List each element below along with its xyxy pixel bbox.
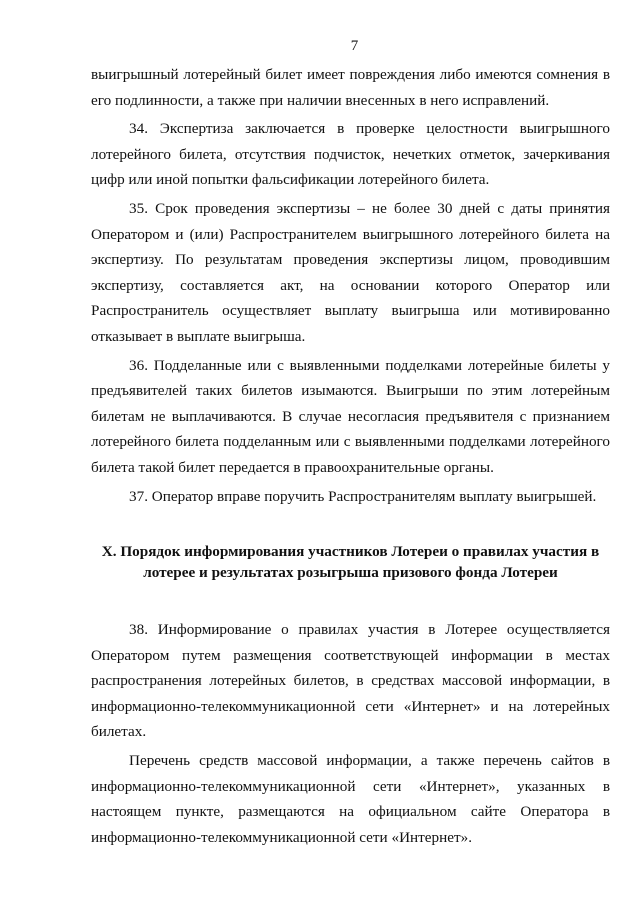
paragraph-36: 36. Подделанные или с выявленными подделками лотерейные билеты у предъявителей таких билетов изымаются. Выигрыши по этим лотерейным билетам не выплачиваются. В случае несогласия предъявителя с признанием лотерейного билета подделанным или с выявленными подделками лотерейного билета такой билет передается в правоохранительные органы.: [91, 356, 610, 476]
paragraph-38: 38. Информирование о правилах участия в Лотерее осуществляется Оператором путем размещения соответствующей информации в местах распространения лотерейных билетов, в средствах массовой информации, в информационно-телекоммуникационной сети «Интернет» и на лотерейных билетах.: [91, 621, 610, 741]
page-number: 7: [350, 38, 359, 54]
paragraph-34: 34. Экспертиза заключается в проверке целостности выигрышного лотерейного билета, отсутствия подчисток, нечетких отметок, зачеркивания цифр или иной попытки фальсификации лотерейного билета.: [91, 120, 610, 189]
paragraph-37: 37. Оператор вправе поручить Распространителям выплату выигрышей.: [129, 487, 597, 505]
paragraph-continuation: выигрышный лотерейный билет имеет повреждения либо имеются сомнения в его подлинности, а также при наличии внесенных в него исправлений.: [91, 66, 610, 109]
paragraph-38-list: Перечень средств массовой информации, а также перечень сайтов в информационно-телекоммуникационной сети «Интернет», указанных в настоящем пункте, размещаются на официальном сайте Оператора в информационно-телекоммуникационной сети «Интернет».: [91, 752, 610, 846]
section-heading-line-1: X. Порядок информирования участников Лотереи о правилах участия в: [101, 543, 600, 561]
section-heading-line-2: лотерее и результатах розыгрыша призового фонда Лотереи: [143, 564, 558, 582]
paragraph-35: 35. Срок проведения экспертизы – не более 30 дней с даты принятия Оператором и (или) Распространителем выигрышного лотерейного билета на экспертизу. По результатам проведения экспертизы лицом, проводившим экспертизу, составляется акт, на основании которого Оператор или Распространитель осуществляет выплату выигрыша или мотивированно отказывает в выплате выигрыша.: [91, 199, 610, 345]
section-heading: [91, 541, 610, 583]
